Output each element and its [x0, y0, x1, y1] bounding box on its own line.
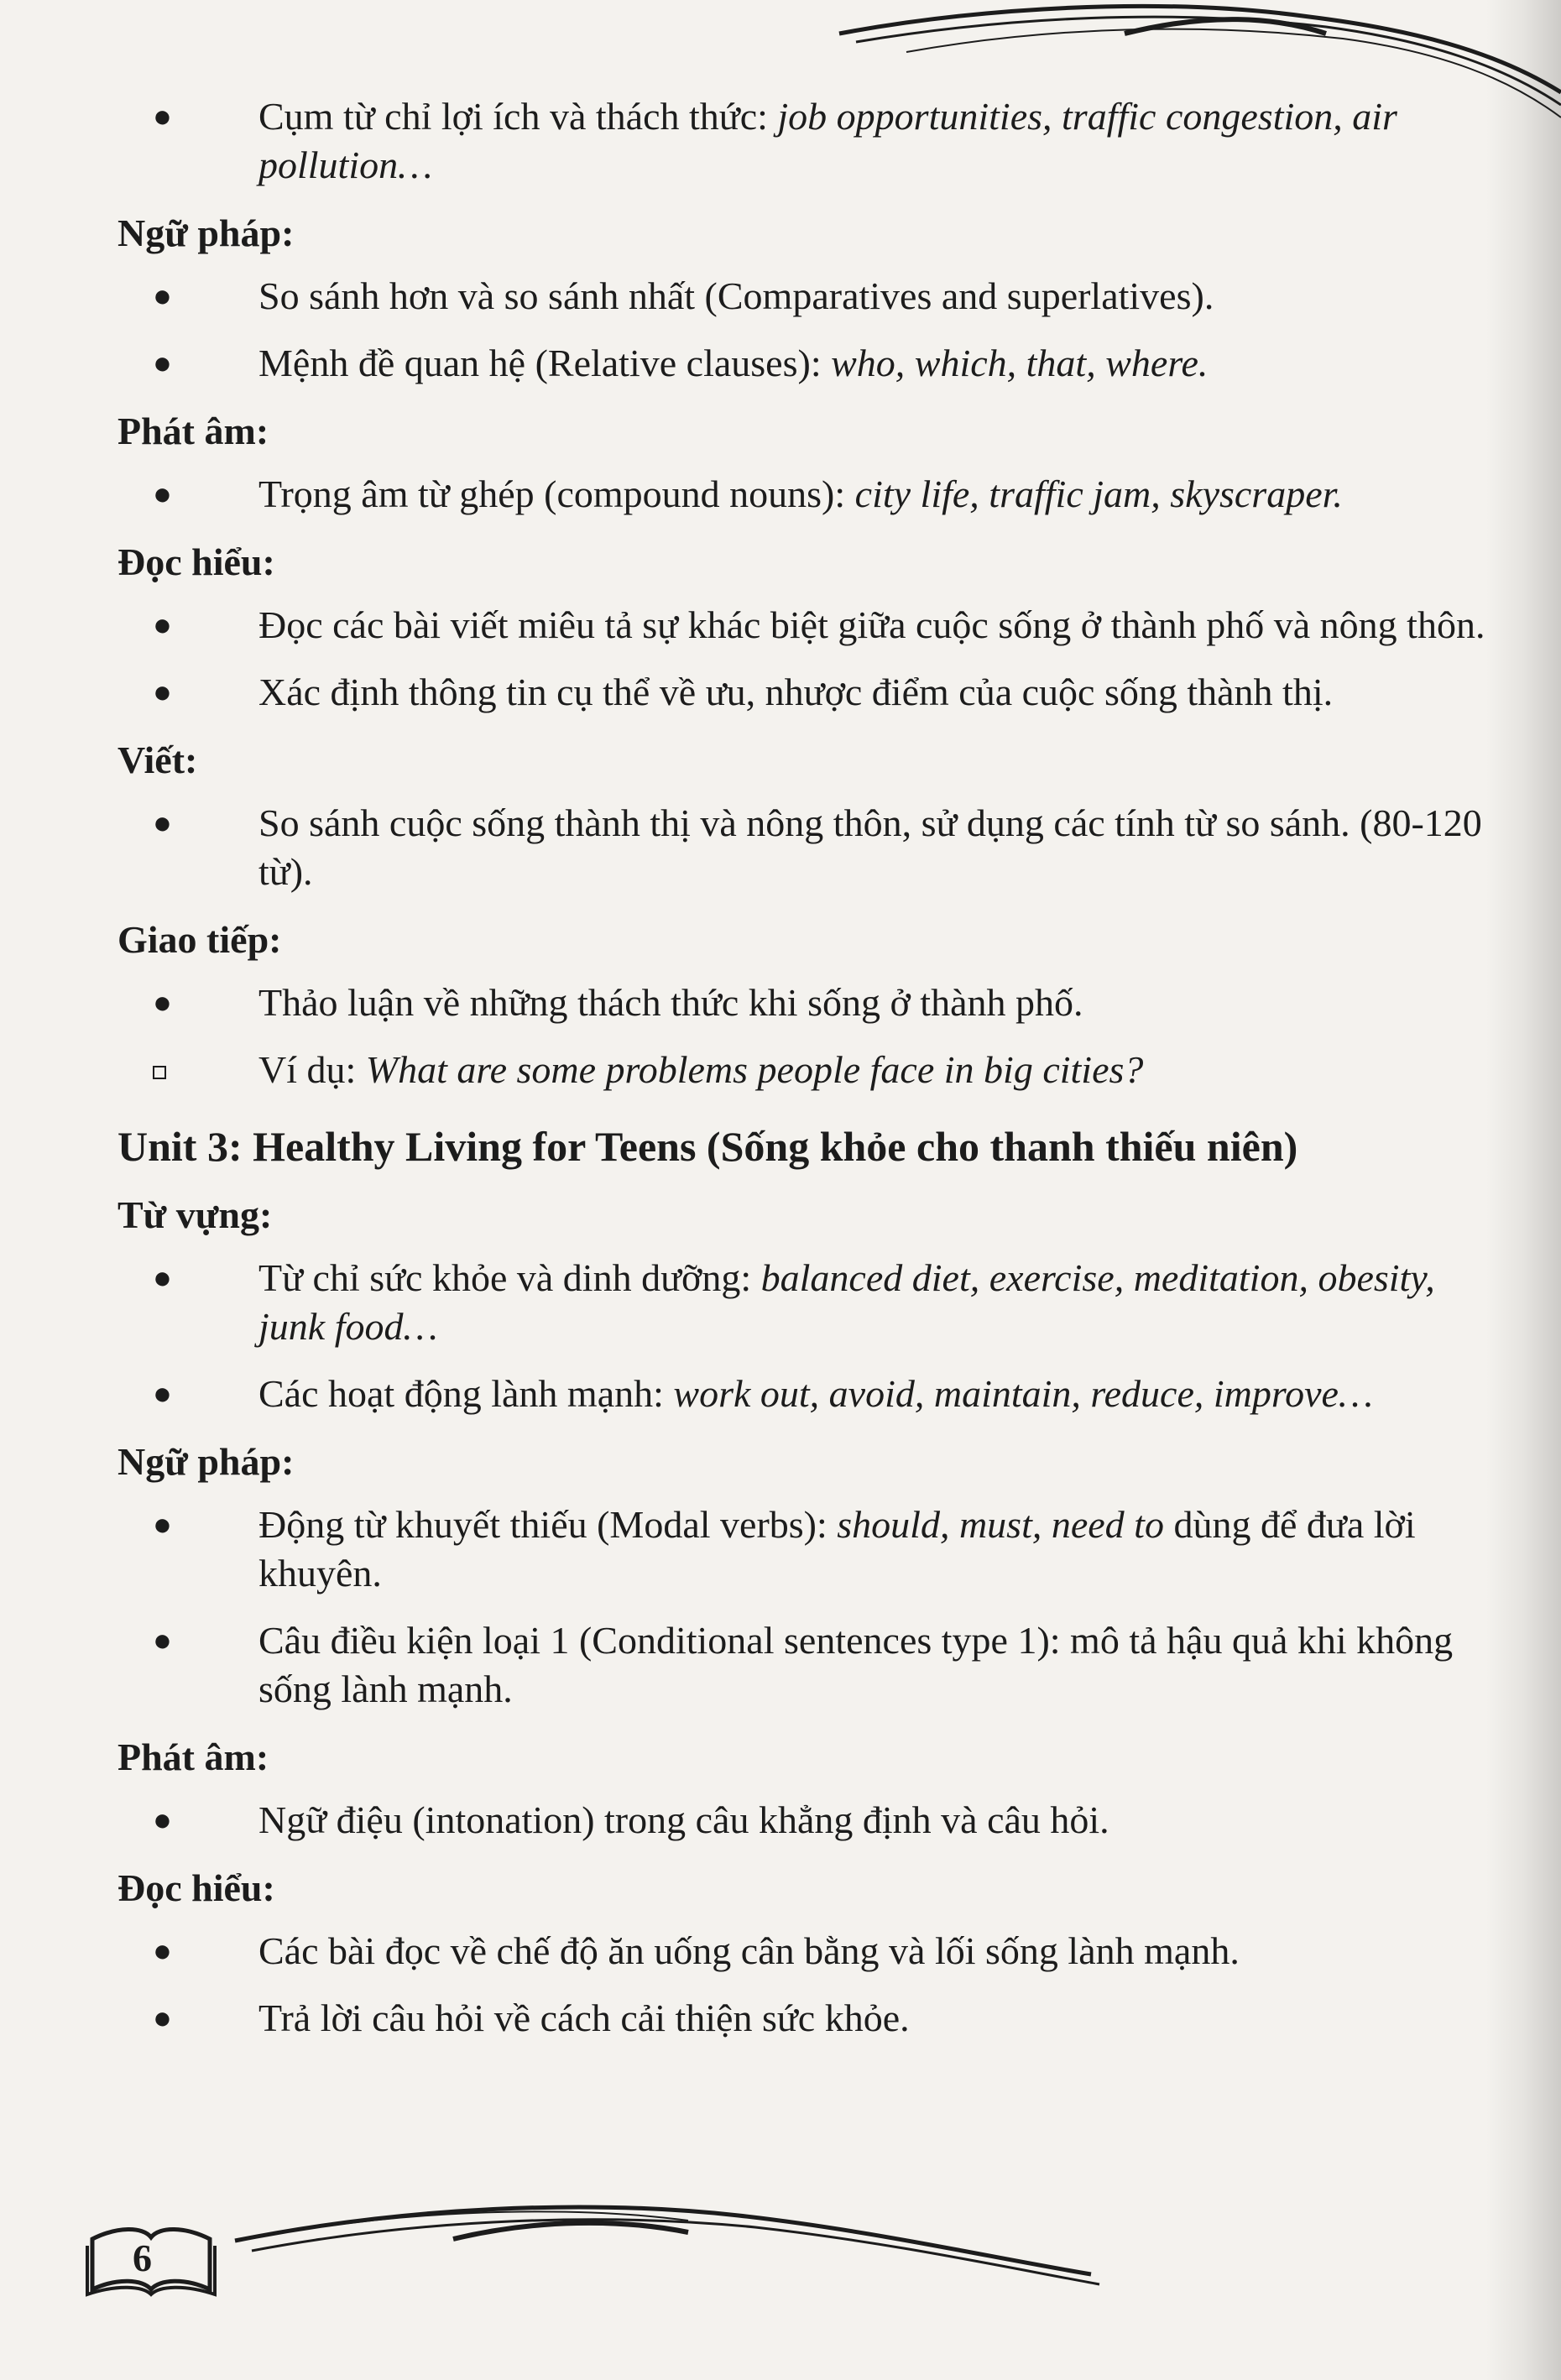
page-content	[117, 92, 1502, 2061]
section-heading-pronunciation-unit3: Phát âm:	[117, 1735, 269, 1778]
item-text: Đọc các bài viết miêu tả sự khác biệt giữa cuộc sống ở thành phố và nông thôn.	[258, 603, 1485, 646]
item-examples: work out, avoid, maintain, reduce, improve…	[673, 1372, 1373, 1415]
item-text: So sánh cuộc sống thành thị và nông thôn, sử dụng các tính từ so sánh. (80-120 từ).	[258, 801, 1482, 893]
item-text: Trả lời câu hỏi về cách cải thiện sức khỏe.	[258, 1996, 910, 2039]
item-examples: city life, traffic jam, skyscraper.	[854, 472, 1343, 515]
bullet-dot-icon: ●	[153, 279, 172, 314]
item-text: Trọng âm từ ghép (compound nouns):	[258, 472, 855, 515]
section-heading-pronunciation: Phát âm:	[117, 410, 269, 452]
list-item	[153, 1994, 1502, 2043]
list-item	[153, 1254, 1502, 1351]
item-examples: who, which, that, where.	[831, 342, 1209, 384]
communication-list	[117, 979, 1502, 1094]
section-heading-communication: Giao tiếp:	[117, 918, 282, 961]
section-heading-grammar-unit3: Ngữ pháp:	[117, 1440, 295, 1483]
bullet-dot-icon: ●	[153, 675, 172, 710]
section-heading-reading-unit3: Đọc hiểu:	[117, 1866, 275, 1909]
item-text: Xác định thông tin cụ thể về ưu, nhược điểm của cuộc sống thành thị.	[258, 671, 1334, 713]
bullet-dot-icon: ●	[153, 1934, 172, 1969]
item-text: Động từ khuyết thiếu (Modal verbs):	[258, 1503, 838, 1546]
list-item	[153, 1796, 1502, 1845]
list-item	[153, 979, 1502, 1027]
item-text: Cụm từ chỉ lợi ích và thách thức:	[258, 95, 778, 138]
list-item	[153, 470, 1502, 519]
bullet-dot-icon: ●	[153, 1260, 172, 1296]
square-bullet-icon	[153, 1046, 166, 1094]
item-text: Từ chỉ sức khỏe và dinh dưỡng:	[258, 1256, 761, 1299]
item-text: So sánh hơn và so sánh nhất (Comparatives and superlatives).	[258, 274, 1214, 317]
bullet-dot-icon: ●	[153, 2001, 172, 2036]
list-item	[153, 92, 1502, 190]
list-item	[153, 272, 1502, 321]
bullet-dot-icon: ●	[153, 346, 172, 381]
section-heading-reading: Đọc hiểu:	[117, 540, 275, 583]
section-heading-vocabulary: Từ vựng:	[117, 1193, 273, 1236]
list-item	[153, 1370, 1502, 1418]
bullet-dot-icon: ●	[153, 1623, 172, 1658]
item-text: Ngữ điệu (intonation) trong câu khẳng định và câu hỏi.	[258, 1798, 1109, 1841]
item-text: Các hoạt động lành mạnh:	[258, 1372, 674, 1415]
list-item	[153, 1616, 1502, 1714]
item-text-tail: dùng để đưa lời khuyên.	[258, 1503, 1416, 1594]
grammar-list	[117, 272, 1502, 388]
bullet-dot-icon: ●	[153, 985, 172, 1020]
reading-list-unit3	[117, 1927, 1502, 2043]
section-heading-grammar: Ngữ pháp:	[117, 211, 295, 254]
item-examples: job opportunities, traffic congestion, air pollution…	[258, 95, 1397, 186]
bullet-dot-icon: ●	[153, 1507, 172, 1542]
item-text: Mệnh đề quan hệ (Relative clauses):	[258, 342, 832, 384]
item-text: Thảo luận về những thách thức khi sống ở thành phố.	[258, 981, 1083, 1024]
vocabulary-list	[117, 1254, 1502, 1418]
list-item	[153, 1501, 1502, 1598]
item-text: Câu điều kiện loại 1 (Conditional sentences type 1): mô tả hậu quả khi không sống lành mạnh.	[258, 1619, 1454, 1710]
bullet-dot-icon: ●	[153, 1376, 172, 1412]
top-continuation-list	[117, 92, 1502, 190]
list-item	[153, 1927, 1502, 1976]
bullet-dot-icon: ●	[153, 608, 172, 643]
list-item	[153, 601, 1502, 650]
list-item	[153, 668, 1502, 717]
item-examples: balanced diet, exercise, meditation, obesity, junk food…	[258, 1256, 1435, 1348]
section-heading-writing: Viết:	[117, 739, 198, 781]
example-label: Ví dụ:	[258, 1048, 366, 1091]
bullet-dot-icon: ●	[153, 1803, 172, 1838]
grammar-list-unit3	[117, 1501, 1502, 1714]
pronunciation-list-unit3	[117, 1796, 1502, 1845]
page-number: 6	[133, 2236, 152, 2279]
unit-3-title: Unit 3: Healthy Living for Teens (Sống khỏe cho thanh thiếu niên)	[117, 1123, 1298, 1170]
list-item	[153, 799, 1502, 896]
writing-list	[117, 799, 1502, 896]
item-text: Các bài đọc về chế độ ăn uống cân bằng và lối sống lành mạnh.	[258, 1929, 1240, 1972]
bottom-flourish-ornament	[151, 2182, 1158, 2299]
pronunciation-list	[117, 470, 1502, 519]
reading-list	[117, 601, 1502, 717]
bullet-dot-icon: ●	[153, 806, 172, 841]
item-examples: should, must, need to	[837, 1503, 1164, 1546]
bullet-dot-icon: ●	[153, 477, 172, 512]
example-item	[201, 1046, 1502, 1094]
example-text: What are some problems people face in big cities?	[365, 1048, 1144, 1091]
bullet-dot-icon: ●	[153, 99, 172, 134]
list-item	[153, 339, 1502, 388]
